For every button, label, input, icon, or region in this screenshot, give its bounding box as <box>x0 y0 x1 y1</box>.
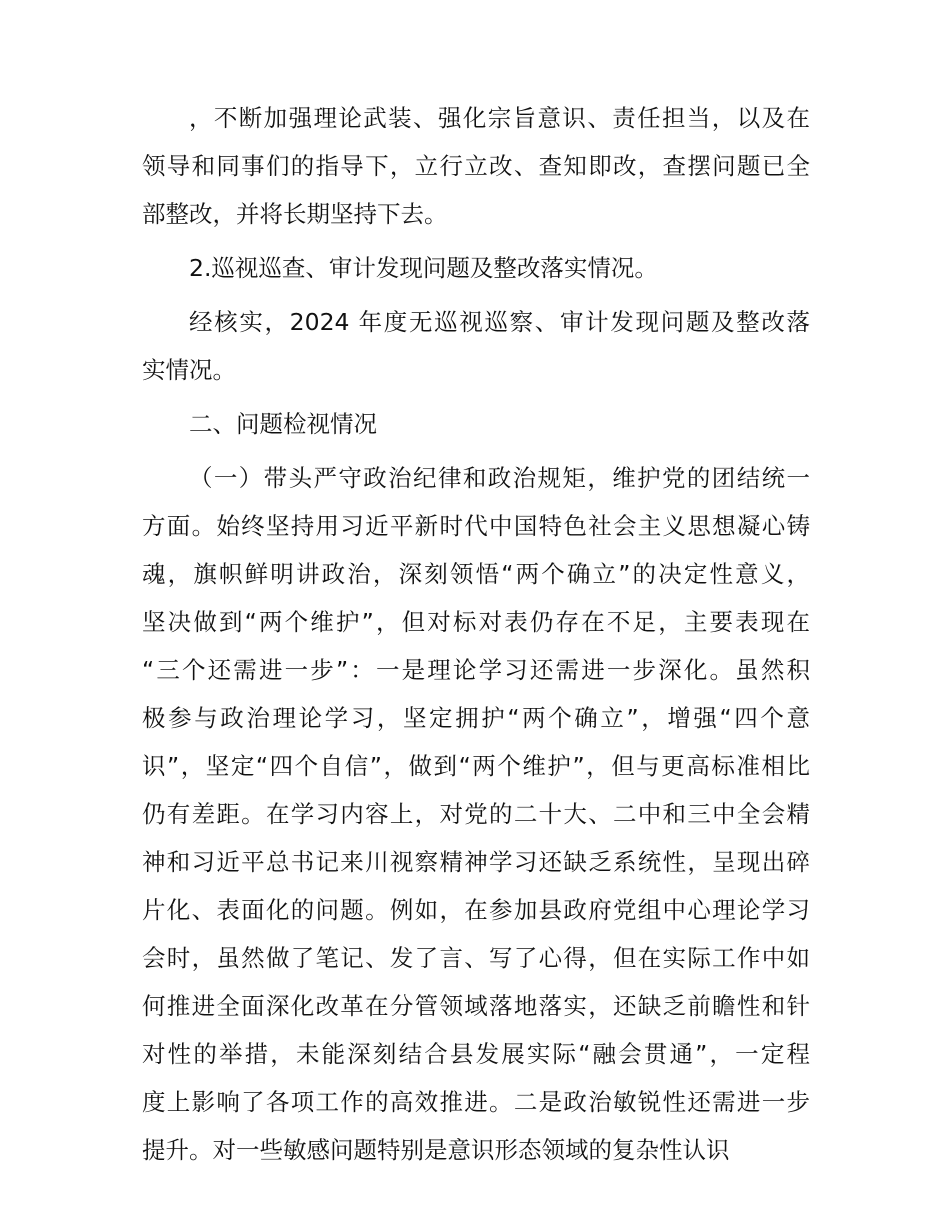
text-line: 坚决做到“两个维护”，但对标对表仍存在不足，主要表现在 <box>142 608 810 636</box>
text-line: 何推进全面深化改革在分管领域落地落实，还缺乏前瞻性和针 <box>142 992 810 1020</box>
text-line: 魂，旗帜鲜明讲政治，深刻领悟“两个确立”的决定性意义， <box>142 560 810 588</box>
document-body <box>142 94 810 1174</box>
text-line: 极参与政治理论学习，坚定拥护“两个确立”，增强“四个意 <box>142 704 810 732</box>
text-line: 片化、表面化的问题。例如，在参加县政府党组中心理论学习 <box>142 896 810 924</box>
text-line: 2.巡视巡查、审计发现问题及整改落实情况。 <box>189 254 658 282</box>
text-line: （一）带头严守政治纪律和政治规矩，维护党的团结统一 <box>189 464 810 492</box>
text-line: ，不断加强理论武装、强化宗旨意识、责任担当，以及在 <box>189 104 810 132</box>
paragraph-5 <box>142 454 810 1174</box>
text-line: 会时，虽然做了笔记、发了言、写了心得，但在实际工作中如 <box>142 944 810 972</box>
text-line: 方面。始终坚持用习近平新时代中国特色社会主义思想凝心铸 <box>142 512 810 540</box>
paragraph-2-heading <box>142 244 810 292</box>
text-line: 经核实，2024 年度无巡视巡察、审计发现问题及整改落 <box>189 308 810 336</box>
text-line: 仍有差距。在学习内容上，对党的二十大、二中和三中全会精 <box>142 800 810 828</box>
text-line: 度上影响了各项工作的高效推进。二是政治敏锐性还需进一步 <box>142 1088 810 1116</box>
text-line: “三个还需进一步”：一是理论学习还需进一步深化。虽然积 <box>142 656 810 684</box>
text-line: 部整改，并将长期坚持下去。 <box>142 200 448 228</box>
section-heading <box>142 400 810 448</box>
text-line: 识”，坚定“四个自信”，做到“两个维护”，但与更高标准相比 <box>142 752 810 780</box>
text-line: 提升。对一些敏感问题特别是意识形态领域的复杂性认识 <box>142 1136 730 1164</box>
text-line: 二、问题检视情况 <box>189 410 377 438</box>
text-line: 实情况。 <box>142 356 236 384</box>
text-line: 对性的举措，未能深刻结合县发展实际“融会贯通”，一定程 <box>142 1040 810 1068</box>
text-line: 领导和同事们的指导下，立行立改、查知即改，查摆问题已全 <box>142 152 810 180</box>
paragraph-1 <box>142 94 810 238</box>
paragraph-3 <box>142 298 810 394</box>
text-line: 神和习近平总书记来川视察精神学习还缺乏系统性，呈现出碎 <box>142 848 810 876</box>
